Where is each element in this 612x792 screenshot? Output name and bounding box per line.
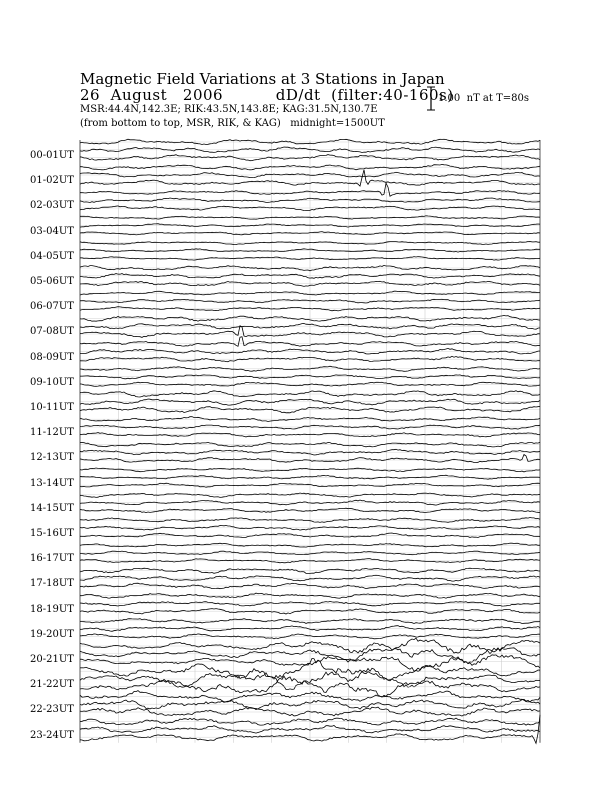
hour-label: 02-03UT	[30, 200, 74, 212]
hour-label: 16-17UT	[30, 553, 74, 565]
hour-label: 01-02UT	[30, 175, 74, 187]
hour-label: 23-24UT	[30, 729, 74, 741]
hour-label: 20-21UT	[30, 654, 74, 665]
hour-label: 07-08UT	[30, 326, 74, 338]
hour-label: 09-10UT	[30, 376, 74, 388]
hour-label: 03-04UT	[30, 225, 74, 237]
hour-label: 06-07UT	[30, 301, 74, 313]
hour-label: 17-18UT	[30, 578, 74, 590]
hour-label: 10-11UT	[30, 402, 74, 413]
hour-label: 00-01UT	[30, 150, 74, 161]
hour-label: 18-19UT	[30, 603, 74, 615]
stations-line: MSR:44.4N,142.3E; RIK:43.5N,143.8E; KAG:31.5N,130.7E	[80, 104, 378, 115]
hour-label: 11-12UT	[30, 427, 74, 439]
hour-label: 13-14UT	[30, 477, 74, 489]
hour-label: 19-20UT	[30, 628, 74, 640]
hour-label: 12-13UT	[30, 452, 74, 464]
hour-label: 21-22UT	[30, 679, 74, 691]
date-filter-line: 26 August 2006 dD/dt (filter:40-160s)	[80, 86, 454, 104]
hour-label: 05-06UT	[30, 276, 74, 287]
scale-label: 1.00 nT at T=80s	[438, 93, 529, 104]
chart-title: Magnetic Field Variations at 3 Stations in Japan	[80, 70, 445, 88]
hour-label: 04-05UT	[30, 250, 74, 262]
hour-label: 14-15UT	[30, 502, 74, 514]
hour-label: 15-16UT	[30, 528, 74, 539]
hour-label: 08-09UT	[30, 351, 74, 363]
hour-label: 22-23UT	[30, 704, 74, 716]
order-line: (from bottom to top, MSR, RIK, & KAG) midnight=1500UT	[80, 118, 385, 129]
